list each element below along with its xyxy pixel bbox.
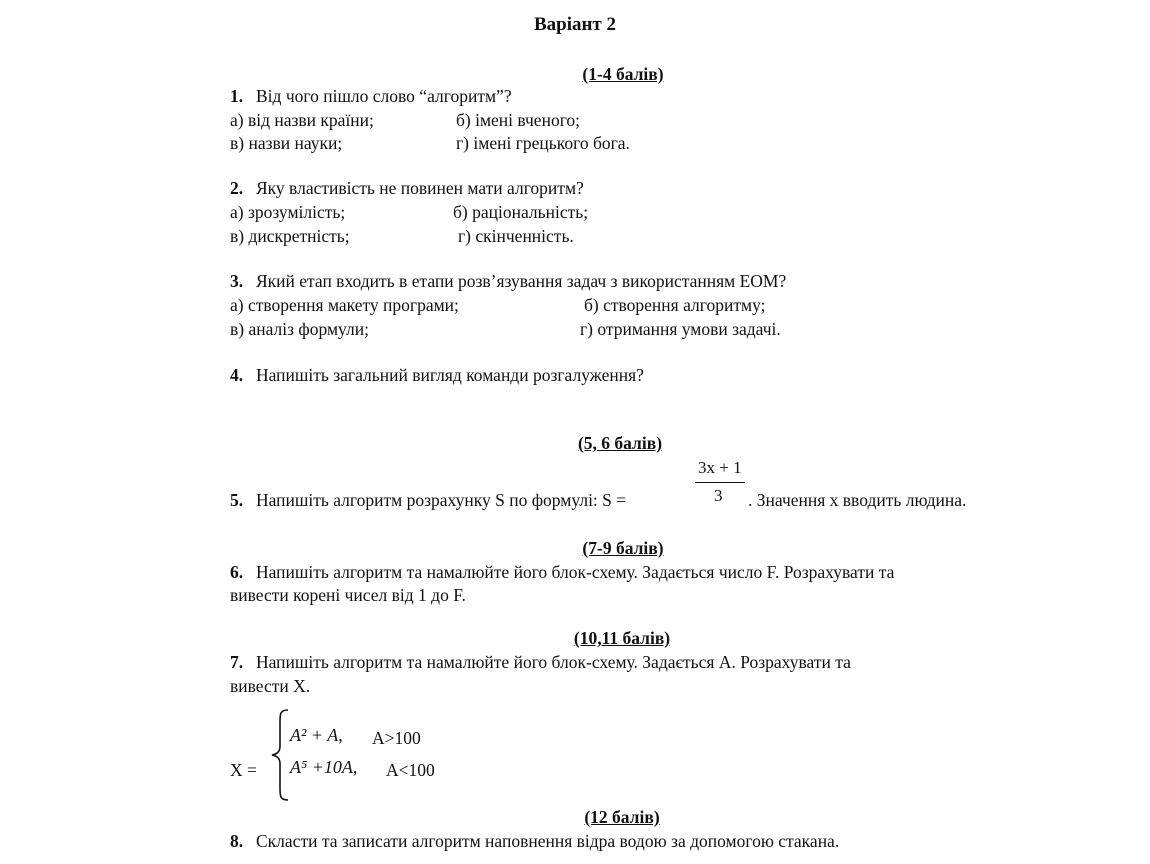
case-2-condition: A<100 xyxy=(386,760,435,780)
section-heading-12: (12 балів) xyxy=(584,807,660,827)
question-8 xyxy=(230,831,839,852)
piecewise-lhs: Х = xyxy=(230,760,257,780)
question-number: 2. xyxy=(230,178,244,198)
fraction-bar xyxy=(695,482,745,483)
page-title: Варіант 2 xyxy=(533,14,617,35)
q2-option-d: г) скінченність. xyxy=(458,226,574,246)
section-heading-1-4: (1-4 балів) xyxy=(582,64,664,84)
question-1 xyxy=(230,86,512,107)
fraction-denominator: 3 xyxy=(714,486,723,505)
question-text: Напишіть загальний вигляд команди розгалуження? xyxy=(256,365,644,385)
question-2 xyxy=(230,178,584,199)
question-text: Напишіть алгоритм та намалюйте його блок-схему. Задається число F. Розрахувати та xyxy=(256,562,895,582)
q2-option-b: б) раціональність; xyxy=(453,202,589,222)
question-6 xyxy=(230,562,894,583)
question-number: 5. xyxy=(230,490,244,510)
question-number: 3. xyxy=(230,271,244,291)
q3-option-d: г) отримання умови задачі. xyxy=(580,319,781,339)
question-text: Напишіть алгоритм розрахунку S по формулі: S = xyxy=(256,490,627,510)
question-text: Напишіть алгоритм та намалюйте його блок-схему. Задається А. Розрахувати та xyxy=(256,652,851,672)
case-2-expression: A⁵ +10A, xyxy=(290,757,358,777)
case-1-condition: A>100 xyxy=(372,728,421,748)
section-heading-10-11: (10,11 балів) xyxy=(573,628,671,648)
question-text: Від чого пішло слово “алгоритм”? xyxy=(256,86,512,106)
question-3 xyxy=(230,271,786,292)
q2-option-c: в) дискретність; xyxy=(230,226,350,246)
question-5 xyxy=(230,490,626,511)
question-number: 8. xyxy=(230,831,244,851)
question-number: 4. xyxy=(230,365,244,385)
case-1-expression: A² + A, xyxy=(290,725,343,745)
q1-option-d: г) імені грецького бога. xyxy=(456,133,630,153)
q1-option-a: а) від назви країни; xyxy=(230,110,374,130)
question-number: 1. xyxy=(230,86,244,106)
fraction-numerator: 3x + 1 xyxy=(698,458,742,477)
q1-option-b: б) імені вченого; xyxy=(456,110,581,130)
question-4 xyxy=(230,365,644,386)
question-5-tail: . Значення x вводить людина. xyxy=(748,490,967,510)
question-text: Який етап входить в етапи розв’язування задач з використанням ЕОМ? xyxy=(256,271,787,291)
section-heading-5-6: (5, 6 балів) xyxy=(577,433,663,453)
q3-option-b: б) створення алгоритму; xyxy=(584,295,766,315)
question-6-line-2: вивести корені чисел від 1 до F. xyxy=(230,585,466,605)
question-text: Яку властивість не повинен мати алгоритм? xyxy=(256,178,584,198)
q2-option-a: а) зрозумілість; xyxy=(230,202,346,222)
question-7-line-2: вивести Х. xyxy=(230,676,311,696)
question-number: 7. xyxy=(230,652,244,672)
question-text: Скласти та записати алгоритм наповнення відра водою за допомогою стакана. xyxy=(256,831,840,851)
curly-brace-icon xyxy=(268,708,292,802)
section-heading-7-9: (7-9 балів) xyxy=(582,538,664,558)
q1-option-c: в) назви науки; xyxy=(230,133,343,153)
q3-option-a: а) створення макету програми; xyxy=(230,295,459,315)
question-number: 6. xyxy=(230,562,244,582)
q3-option-c: в) аналіз формули; xyxy=(230,319,369,339)
question-7 xyxy=(230,652,851,673)
